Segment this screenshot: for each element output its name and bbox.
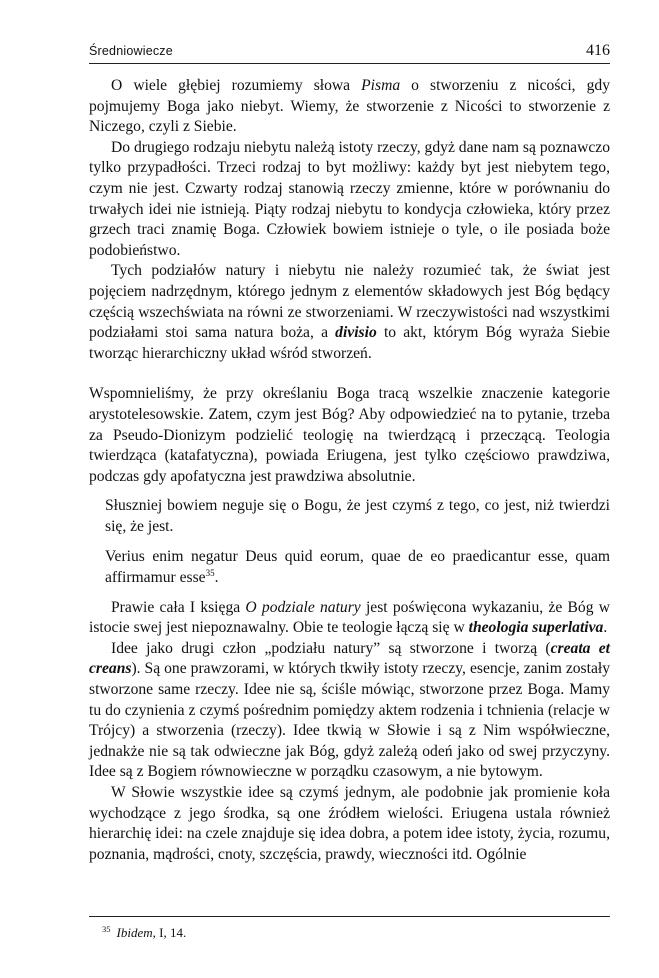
block-quote: Słuszniej bowiem neguje się o Bogu, że jest czymś z tego, co jest, niż twierdzi się, że jest. xyxy=(105,497,610,535)
block-quote-latin: Verius enim negatur Deus quid eorum, quae de eo praedicantur esse, quam affirmamur esse$^{35}$. xyxy=(105,548,610,587)
paragraph: Do drugiego rodzaju niebytu należą istoty rzeczy, gdyż dane nam są poznawczo tylko przypadłości. Trzeci rodzaj to byt możliwy: każdy byt jest niebytem tego, czym nie jest. Czwarty rodzaj stanowią rzeczy zmienne, które w porównaniu do trwałych idei nie istnieją. Piąty rodzaj niebytu to kondycja człowieka, który przez grzech traci znamię Boga. Człowiek bowiem istnieje o tyle, o ile posiada boże podobieństwo. xyxy=(89,138,610,259)
body-text xyxy=(89,76,610,865)
section-gap xyxy=(89,364,610,384)
section-title: Średniowiecze xyxy=(89,44,173,58)
paragraph: Idee jako drugi człon „podziału natury” są stworzone i tworzą (creata et creans). Są one prawzorami, w których tkwiły istoty rzeczy, esencje, zanim zostały stworzone same rzeczy. Idee nie są, ściśle mówiąc, stworzone przez Boga. Mamy tu do czynienia z czymś pośrednim pomiędzy aktem rodzenia i tchnienia (relacje w Trójcy) a stworzenia (rzeczy). Idee tkwią w Słowie i są z Nim współwieczne, jednakże nie są tak odwieczne jak Bóg, gdyż zależą odeń jako od swej przyczyny. Idee są z Bogiem równowieczne w porządku czasowym, a nie bytowym. xyxy=(89,639,610,781)
footnote xyxy=(102,925,186,941)
footnote-number: 35 xyxy=(102,923,111,934)
running-header xyxy=(89,42,610,64)
page-number: 416 xyxy=(586,42,610,59)
paragraph: W Słowie wszystkie idee są czymś jednym, ale podobnie jak promienie koła wychodzące z jego środka, są one źródłem wielości. Eriugena ustala również hierarchię idei: na czele znajduje się idea dobra, a potem idee istoty, życia, rozumu, poznania, mądrości, cnoty, szczęścia, prawdy, wieczności itd. Ogólnie xyxy=(89,784,610,863)
paragraph: Wspomnieliśmy, że przy określaniu Boga tracą wszelkie znaczenie kategorie arystotelesowskie. Zatem, czym jest Bóg? Aby odpowiedzieć na to pytanie, trzeba za Pseudo-Dionizym podzielić teologię na twierdzącą i przeczącą. Teologia twierdząca (katafatyczna), powiada Eriugena, jest tylko częściowo prawdziwa, podczas gdy apofatyczna jest prawdziwa absolutnie. xyxy=(89,385,610,485)
footnote-ref: , I, 14. xyxy=(152,925,187,940)
paragraph: Tych podziałów natury i niebytu nie należy rozumieć tak, że świat jest pojęciem nadrzędnym, którego jednym z elementów składowych jest Bóg będący częścią wszechświata na równi ze stworzeniami. W rzeczywistości nad wszystkimi podziałami stoi sama natura boża, a divisio to akt, którym Bóg wyraża Siebie tworząc hierarchiczny układ wśród stworzeń. xyxy=(89,262,610,362)
paragraph: Prawie cała I księga O podziale natury jest poświęcona wykazaniu, że Bóg w istocie swej jest niepoznawalny. Obie te teologie łączą się w theologia superlativa. xyxy=(89,598,610,637)
footnote-divider xyxy=(89,916,610,917)
paragraph: O wiele głębiej rozumiemy słowa Pisma o stworzeniu z nicości, gdy pojmujemy Boga jako niebyt. Wiemy, że stworzenie z Nicości to stworzenie z Niczego, czyli z Siebie. xyxy=(89,77,610,136)
footnote-marker: 35 xyxy=(205,567,215,578)
footnote-source: Ibidem xyxy=(116,925,153,940)
